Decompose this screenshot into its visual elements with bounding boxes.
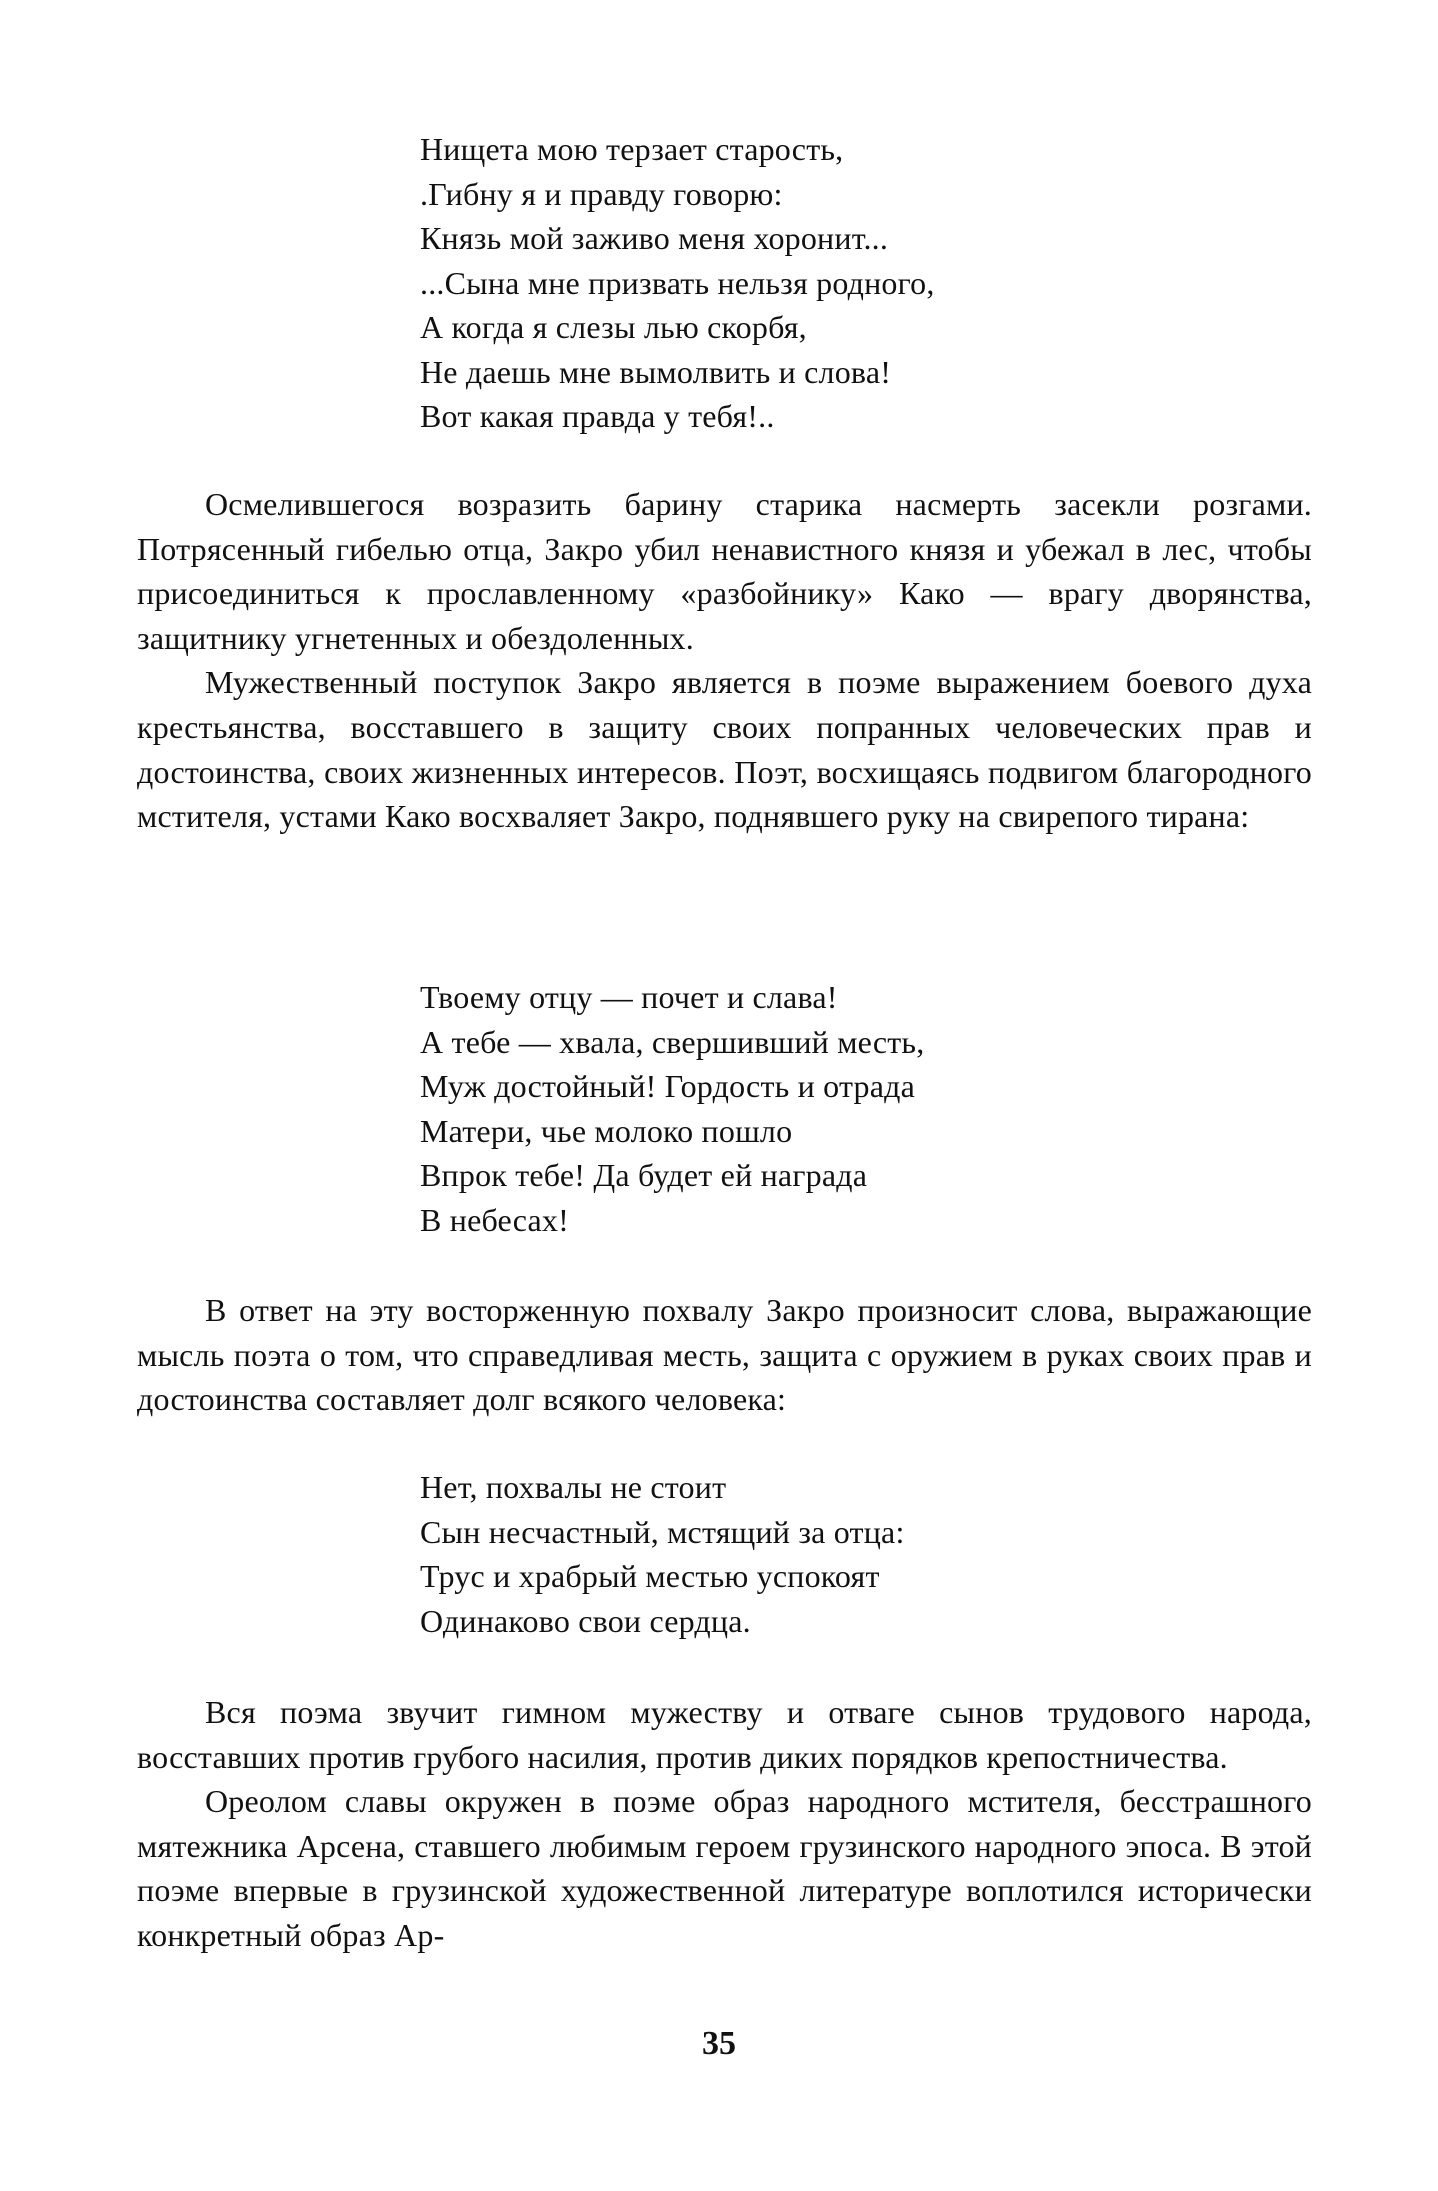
poem-stanza-3: [420, 1465, 905, 1643]
paragraph: Мужественный поступок Закро является в поэме выражением боевого духа крестьянства, восставшего в защиту своих попранных человеческих прав и достоинства, своих жизненных интересов. Поэт, восхищаясь подвигом благородного мстителя, устами Како восхваляет Закро, поднявшего руку на свирепого тирана:: [137, 664, 1312, 835]
poem-line: Не даешь мне вымолвить и слова!: [420, 353, 892, 390]
poem-line: Нищета мою терзает старость,: [420, 131, 844, 167]
page-number: 35: [702, 2025, 736, 2062]
poem-stanza-2: [420, 975, 924, 1242]
poem-line: А тебе — хвала, свершивший месть,: [420, 1023, 925, 1060]
paragraph: Вся поэма звучит гимном мужеству и отваге сынов трудового народа, восставших против грубого насилия, против диких порядков крепостничества.: [137, 1694, 1312, 1775]
prose-block-3: [137, 1690, 1312, 1958]
poem-line: Нет, похвалы не стоит: [420, 1469, 727, 1505]
poem-line: А когда я слезы лью скорбя,: [420, 309, 807, 345]
poem-line: Твоему отцу — почет и слава!: [420, 979, 838, 1015]
poem-line: Трус и храбрый местью успокоят: [420, 1558, 880, 1594]
poem-line: Одинаково свои сердца.: [420, 1602, 751, 1639]
prose-block-2: [137, 1288, 1312, 1422]
paragraph: Ореолом славы окружен в поэме образ народного мстителя, бесстрашного мятежника Арсена, ставшего любимым героем грузинского народного эпоса. В этой поэме впервые в грузинской художественной литературе воплотился исторически конкретный образ Ар-: [137, 1783, 1312, 1953]
poem-line: В небесах!: [420, 1201, 569, 1238]
poem-line: Муж достойный! Гордость и отрада: [420, 1068, 916, 1104]
paragraph: Осмелившегося возразить барину старика насмерть засекли розгами. Потрясенный гибелью отца, Закро убил ненавистного князя и убежал в лес, чтобы присоединиться к прославленному «разбойнику» Како — врагу дворянства, защитнику угнетенных и обездоленных.: [137, 486, 1312, 656]
poem-line: ...Сына мне призвать нельзя родного,: [420, 264, 935, 301]
paragraph: В ответ на эту восторженную похвалу Закро произносит слова, выражающие мысль поэта о том, что справедливая месть, защита с оружием в руках своих прав и достоинства составляет долг всякого человека:: [137, 1292, 1312, 1418]
poem-line: Вот какая правда у тебя!..: [420, 398, 775, 434]
poem-line: Впрок тебе! Да будет ей награда: [420, 1157, 868, 1193]
poem-line: .Гибну я и правду говорю:: [420, 175, 783, 212]
poem-line: Князь мой заживо меня хоронит...: [420, 220, 889, 256]
poem-line: Матери, чье молоко пошло: [420, 1112, 793, 1149]
poem-stanza-1: [420, 127, 935, 439]
prose-block-1: [137, 482, 1312, 839]
poem-line: Сын несчастный, мстящий за отца:: [420, 1513, 905, 1550]
